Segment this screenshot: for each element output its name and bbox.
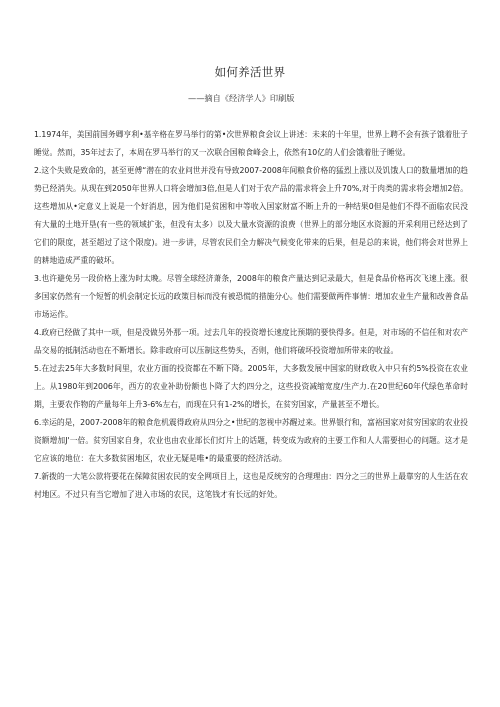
paragraph-6: 6.幸运的是，2007-2008年的粮食危机震得政府从四分之•世纪的忽视中苏醒过来。世界银行和，富裕国家对贫穷国家的农业投资额增加J'一倍。贫穷国家自身，农业也由农业部长们灯片上的话题，转变成为政府的主要工作和人人需要担心的问题。这才是它应该的地位：在大多数贫困地区，农业无疑是唯•的最重要的经济活动。 — [34, 418, 468, 463]
page-title: 如何养活世界 — [214, 65, 286, 79]
page-subtitle: ——摘自《经济学人》印刷版 — [188, 93, 295, 103]
paragraph-1: 1.1974年，美国前国务卿亨利•基辛格在罗马举行的第•次世界粮食会议上讲述：未来的十年里，世界上聘不会有孩子饿着肚子睡觉。然而，35年过去了，本周在罗马举行的又一次联合国粮食峰会上，依然有10亿的人们会饿着肚子睡觉。 — [34, 130, 468, 157]
paragraph-2: 2.这个失败是致命的，甚至更傅“潜在的农业问世并没有导致2007-2008年间粮食价格的猛烈上涨以及饥饿人口的数量增加的趋势已经消失。从现在到2050年世界人口将会增加3倍,但是人们对于农产品的需求将会上升70%,对于肉类的需求将会增加2倍。这些增加从•定意义上说是一个好消息，因为他们是贫困和中等收入国家财富不断上升的一种结果0但是他们不得不面临农民没有大量的土地开垦(有一些的领域扩张，但没有太多）以及大量水资源的浪费（世界上的部分地区水资源的开采利用已经达到了它们的限度，甚至超过了这个限度)。进一步讲，尽管农民们全力解决气候变化带来的后果，但是总的来说，他们将会对世界上的耕地造成严重的破坏。 — [34, 166, 468, 265]
paragraph-3: 3.也许避免另一段价格上涨为时太晚。尽管全球经济萧条，2008年的粮食产量达到记录最大，但是食品价格再次飞速上涨。很多国家仍然有一个短暂的机会制定长远的政策目标而没有被恐慌的措施分心。他们需要做两件事情：增加农业生产量和改善食品市场运作。 — [34, 274, 469, 319]
paragraph-7: 7.新拨的一大笔公款将要花在保障贫困农民的安全网项目上，这也是反统穷的合理理由：四分之三的世界上最靠穷的人生活在农村地区。不过只有当它增加了进入市场的农民，这笔钱才有长远的好处。 — [34, 472, 468, 499]
paragraph-5: 5.在过去25年大多数时间里，农业方面的投资都在不断下降。2005年，大多数发展中国家的财政收入中只有约5%投资在农业上。从1980年到2006年，西方的农业补助份额也卜降了大约四分之，这些投资减缩宽度/生产力.在20世纪60年代绿色革命时期，主要农作物的产量每年上升3-6%左右，而现在只有1-2%的增长，在贫穷国家，产量甚至不增长。 — [34, 364, 468, 409]
paragraph-4: 4.政府已经做了其中一项，但是没做另外那一项。过去几年的投资增长速度比预期的要快得多。但是，对市场的不信任和对农产品交易的抵制活动也在不断增长。除非政府可以压制这些势头，否则，他们将破坏投资增加所带来的收益。 — [34, 328, 468, 355]
document-body — [34, 126, 468, 504]
